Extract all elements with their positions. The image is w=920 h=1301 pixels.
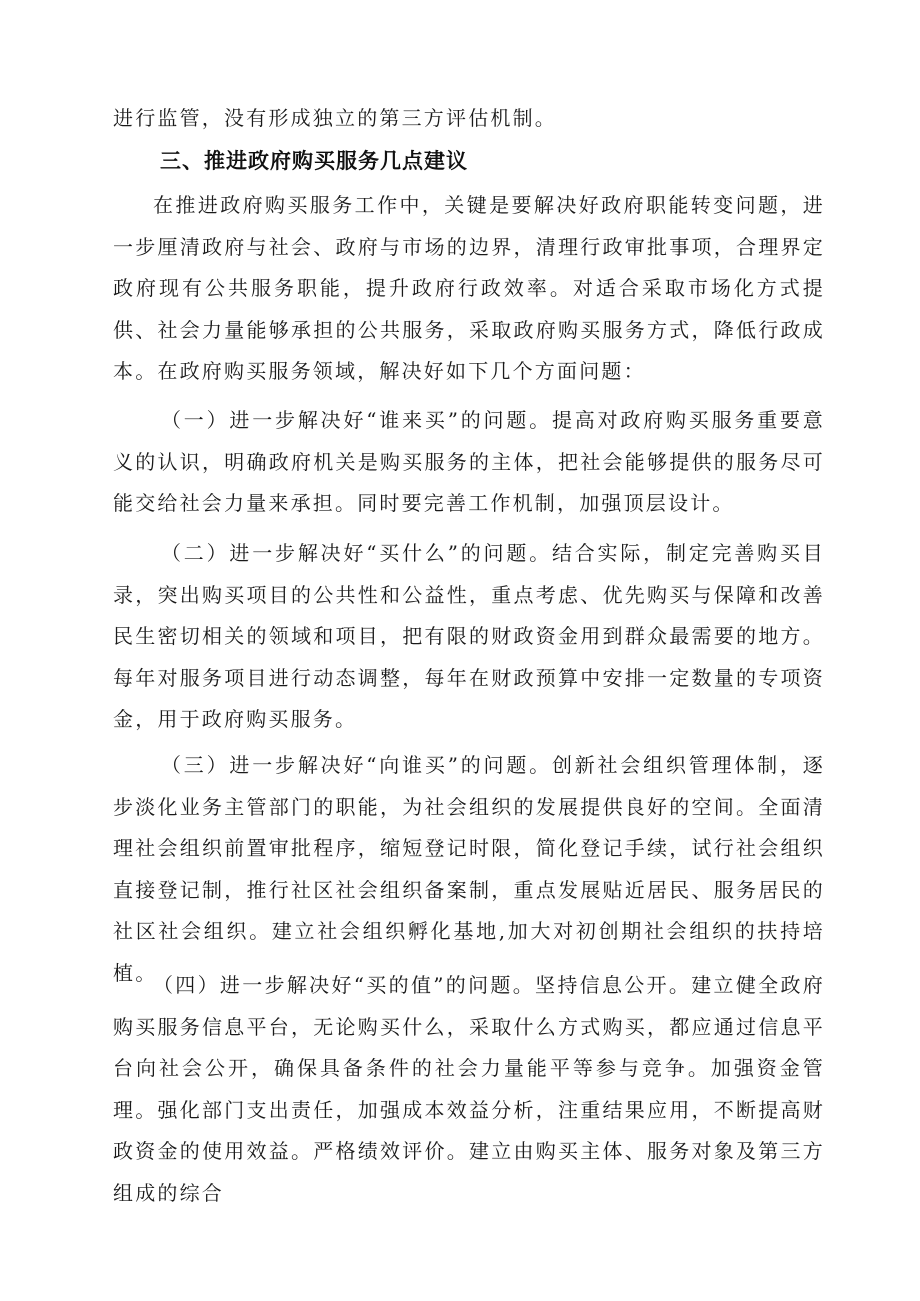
paragraph-continuation: 进行监管，没有形成独立的第三方评估机制。 <box>113 106 557 130</box>
paragraph-item-3: （三）进一步解决好“向谁买”的问题。创新社会组织管理体制，逐步淡化业务主管部门的职能，为社会组织的发展提供良好的空间。全面清理社会组织前置审批程序，缩短登记时限，简化登记手续，试行社会组织直接登记制，推行社区社会组织备案制，重点发展贴近居民、服务居民的社区社会组织。建立社会组织孵化基地,加大对初创期社会组织的扶持培植。 <box>113 753 825 985</box>
paragraph-item-1: （一）进一步解决好“谁来买”的问题。提高对政府购买服务重要意义的认识，明确政府机关是购买服务的主体，把社会能够提供的服务尽可能交给社会力量来承担。同时要完善工作机制，加强顶层设计。 <box>113 408 825 516</box>
section-heading: 三、推进政府购买服务几点建议 <box>160 149 468 173</box>
paragraph-item-4: （四）进一步解决好“买的值”的问题。坚持信息公开。建立健全政府购买服务信息平台，无论购买什么，采取什么方式购买，都应通过信息平台向社会公开，确保具备条件的社会力量能平等参与竞争。加强资金管理。强化部门支出责任，加强成本效益分析，注重结果应用，不断提高财政资金的使用效益。严格绩效评价。建立由购买主体、服务对象及第三方组成的综合 <box>113 973 825 1205</box>
paragraph-intro: 在推进政府购买服务工作中，关键是要解决好政府职能转变问题，进一步厘清政府与社会、政府与市场的边界，清理行政审批事项，合理界定政府现有公共服务职能，提升政府行政效率。对适合采取市场化方式提供、社会力量能够承担的公共服务，采取政府购买服务方式，降低行政成本。在政府购买服务领域，解决好如下几个方面问题： <box>113 193 825 384</box>
paragraph-item-2: （二）进一步解决好“买什么”的问题。结合实际，制定完善购买目录，突出购买项目的公共性和公益性，重点考虑、优先购买与保障和改善民生密切相关的领域和项目，把有限的财政资金用到群众最需要的地方。每年对服务项目进行动态调整，每年在财政预算中安排一定数量的专项资金，用于政府购买服务。 <box>113 541 825 732</box>
